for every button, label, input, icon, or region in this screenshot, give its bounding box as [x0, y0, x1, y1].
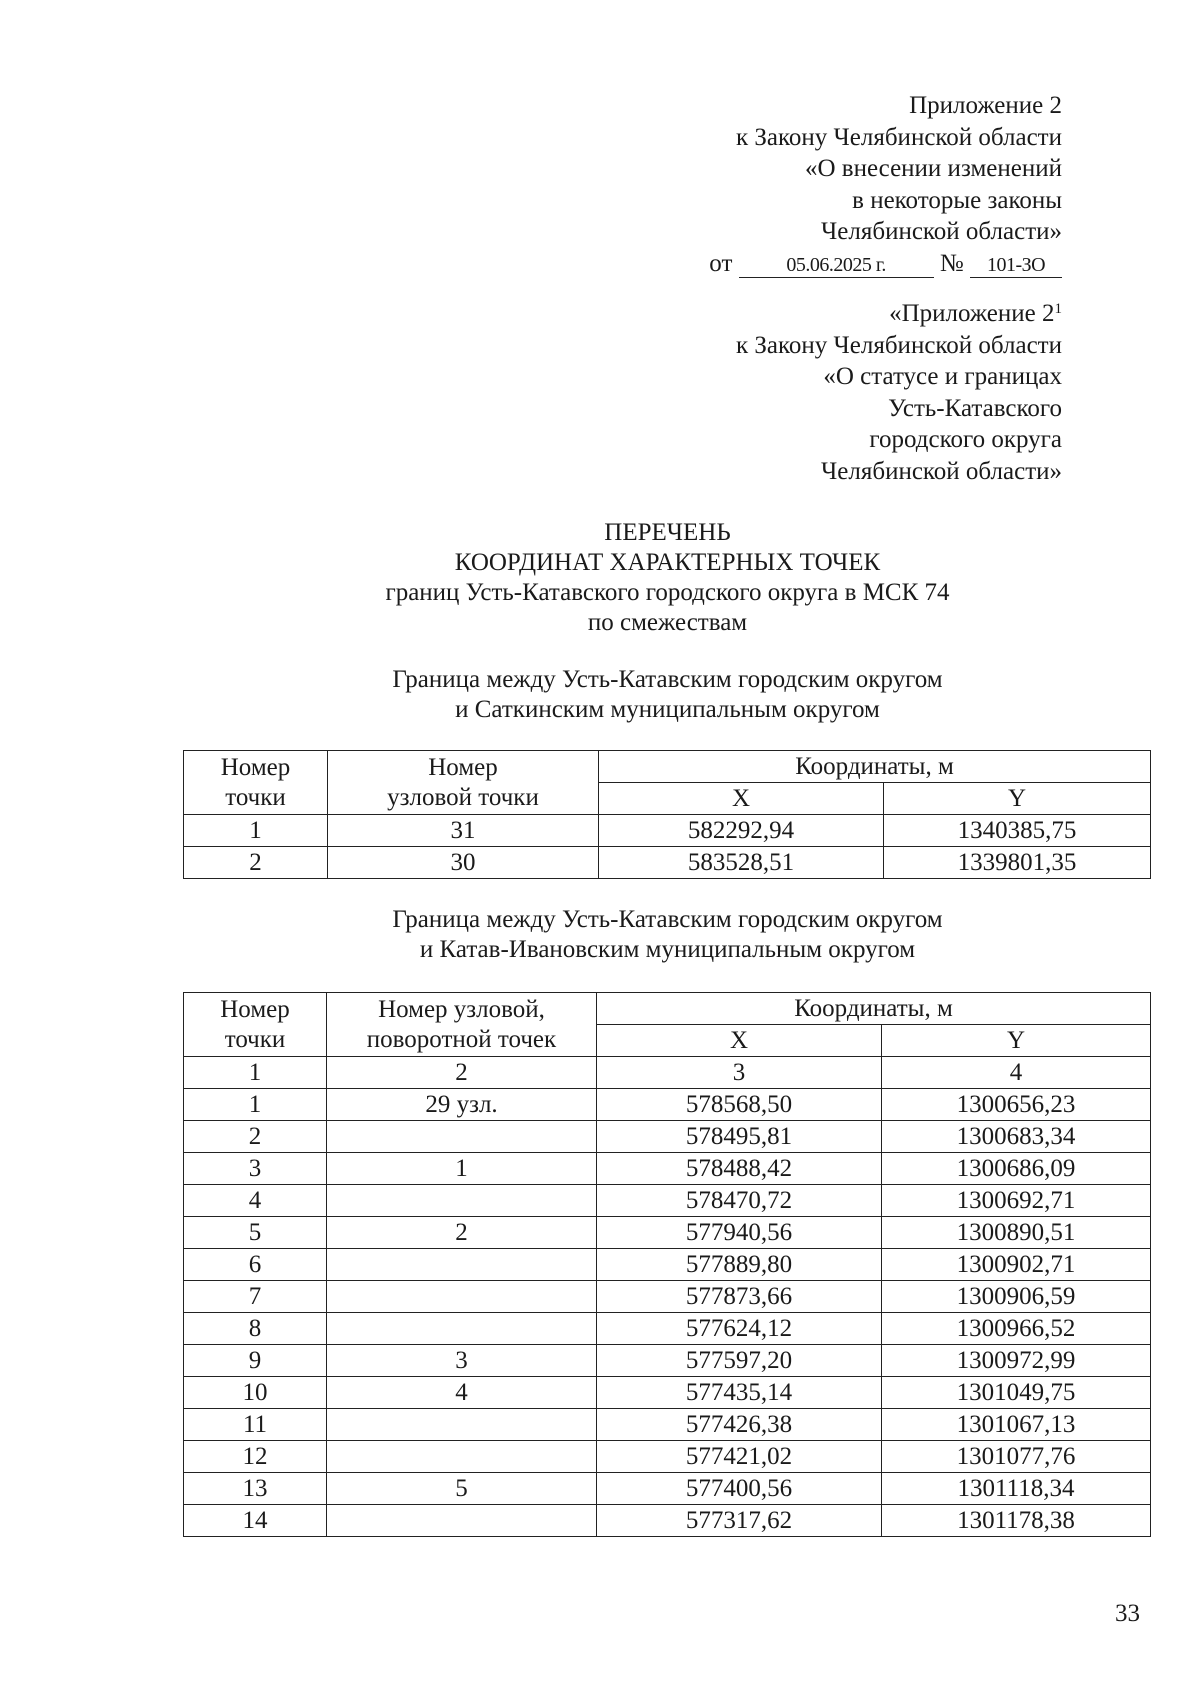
section1-heading-line1: Граница между Усть-Катавским городским округом: [392, 666, 943, 693]
section2-heading: [0, 905, 1200, 965]
header-coordinates: Координаты, м: [597, 993, 1151, 1025]
cell-node-number: 3: [327, 1345, 597, 1377]
document-title: [0, 518, 1200, 638]
cell-node-number: [327, 1441, 597, 1473]
table-row: [184, 815, 1151, 847]
column-number: 2: [327, 1057, 597, 1089]
cell-x: 577421,02: [597, 1441, 882, 1473]
cell-y: 1300906,59: [882, 1281, 1151, 1313]
cell-y: 1300966,52: [882, 1313, 1151, 1345]
table-row: [184, 1473, 1151, 1505]
table-row: [184, 1409, 1151, 1441]
table-row: [184, 847, 1151, 879]
cell-y: 1340385,75: [884, 815, 1151, 847]
cell-point-number: 1: [184, 1089, 327, 1121]
annex-original-line4: Усть-Катавского: [888, 394, 1062, 422]
table-row: [184, 1345, 1151, 1377]
cell-node-number: [327, 1313, 597, 1345]
cell-node-number: 5: [327, 1473, 597, 1505]
cell-point-number: 14: [184, 1505, 327, 1537]
cell-node-number: [327, 1505, 597, 1537]
table-row: [184, 1121, 1151, 1153]
header-x: X: [597, 1025, 882, 1057]
header-point-number: [184, 993, 327, 1057]
cell-node-number: [327, 1409, 597, 1441]
cell-point-number: 4: [184, 1185, 327, 1217]
table-row: [184, 1441, 1151, 1473]
annex-original-line2: к Закону Челябинской области: [736, 331, 1062, 359]
date-prefix: от: [709, 249, 733, 277]
annex-original-superscript: 1: [1054, 301, 1062, 317]
cell-node-number: 1: [327, 1153, 597, 1185]
table-row: [184, 1153, 1151, 1185]
cell-point-number: 10: [184, 1377, 327, 1409]
page-number: 33: [1115, 1600, 1140, 1627]
annex-amendment-block: [709, 90, 1062, 279]
annex-amendment-line3: «О внесении изменений: [804, 155, 1062, 182]
cell-point-number: 2: [184, 847, 328, 879]
cell-y: 1300656,23: [882, 1089, 1151, 1121]
title-line3: границ Усть-Катавского городского округа в МСК 74: [385, 579, 950, 606]
cell-y: 1301118,34: [882, 1473, 1151, 1505]
column-numbering-row: [184, 1057, 1151, 1089]
table-row: [184, 1377, 1151, 1409]
table-row: [184, 1089, 1151, 1121]
header-point-number: [184, 751, 328, 815]
table-row: [184, 1505, 1151, 1537]
section1-table-body: [184, 815, 1151, 879]
cell-point-number: 1: [184, 815, 328, 847]
cell-point-number: 9: [184, 1345, 327, 1377]
header-node-line2: поворотной точек: [366, 1025, 557, 1053]
section2-table-body: [184, 1089, 1151, 1537]
section2-heading-line2: и Катав-Ивановским муниципальным округом: [419, 936, 916, 963]
cell-y: 1300902,71: [882, 1249, 1151, 1281]
annex-original-line1: [736, 298, 1062, 330]
header-node-number: [328, 751, 599, 815]
cell-node-number: 31: [328, 815, 599, 847]
title-line2: КООРДИНАТ ХАРАКТЕРНЫХ ТОЧЕК: [454, 549, 881, 576]
cell-node-number: 4: [327, 1377, 597, 1409]
header-y: Y: [884, 783, 1151, 815]
column-number: 3: [597, 1057, 882, 1089]
cell-node-number: [327, 1249, 597, 1281]
section1-heading: [0, 665, 1200, 725]
law-date: 05.06.2025 г.: [739, 253, 934, 278]
cell-point-number: 3: [184, 1153, 327, 1185]
table-row: [184, 1281, 1151, 1313]
cell-x: 578568,50: [597, 1089, 882, 1121]
cell-x: 578495,81: [597, 1121, 882, 1153]
annex-original-title: «Приложение 2: [889, 300, 1055, 327]
header-y: Y: [882, 1025, 1151, 1057]
header-node-line1: Номер узловой,: [378, 995, 545, 1023]
header-point-line1: Номер: [220, 995, 290, 1023]
cell-point-number: 2: [184, 1121, 327, 1153]
annex-original-block: [736, 298, 1062, 487]
cell-y: 1300686,09: [882, 1153, 1151, 1185]
cell-x: 583528,51: [599, 847, 884, 879]
cell-x: 577597,20: [597, 1345, 882, 1377]
cell-point-number: 11: [184, 1409, 327, 1441]
table-row: [184, 1185, 1151, 1217]
law-date-number-row: [709, 248, 1062, 280]
cell-point-number: 6: [184, 1249, 327, 1281]
section2-heading-line1: Граница между Усть-Катавским городским округом: [392, 906, 943, 933]
annex-amendment-line1: Приложение 2: [909, 92, 1062, 119]
annex-original-line5: городского округа: [869, 426, 1062, 453]
cell-point-number: 7: [184, 1281, 327, 1313]
cell-x: 577400,56: [597, 1473, 882, 1505]
law-number: 101-ЗО: [970, 253, 1062, 278]
cell-y: 1300972,99: [882, 1345, 1151, 1377]
cell-node-number: 2: [327, 1217, 597, 1249]
cell-point-number: 13: [184, 1473, 327, 1505]
cell-x: 578488,42: [597, 1153, 882, 1185]
cell-node-number: [327, 1281, 597, 1313]
cell-y: 1301067,13: [882, 1409, 1151, 1441]
cell-x: 577873,66: [597, 1281, 882, 1313]
cell-y: 1300890,51: [882, 1217, 1151, 1249]
header-point-line1: Номер: [220, 753, 291, 781]
cell-node-number: [327, 1121, 597, 1153]
annex-amendment-line4: в некоторые законы: [852, 186, 1062, 214]
annex-original-line3: «О статусе и границах: [823, 363, 1062, 390]
section2-coordinates-table: [183, 992, 1151, 1537]
header-x: X: [599, 783, 884, 815]
number-prefix: №: [939, 249, 964, 277]
title-line1: ПЕРЕЧЕНЬ: [604, 519, 731, 546]
header-node-line1: Номер: [428, 753, 498, 781]
cell-point-number: 12: [184, 1441, 327, 1473]
cell-y: 1339801,35: [884, 847, 1151, 879]
header-node-line2: узловой точки: [387, 783, 539, 811]
header-point-line2: точки: [225, 783, 286, 811]
annex-amendment-line2: к Закону Челябинской области: [736, 123, 1062, 151]
table-row: [184, 1217, 1151, 1249]
cell-x: 577435,14: [597, 1377, 882, 1409]
section1-heading-line2: и Саткинским муниципальным округом: [455, 696, 880, 723]
title-line4: по смежествам: [587, 609, 748, 636]
cell-node-number: [327, 1185, 597, 1217]
cell-y: 1301077,76: [882, 1441, 1151, 1473]
section1-coordinates-table: [183, 750, 1151, 879]
cell-y: 1301049,75: [882, 1377, 1151, 1409]
cell-y: 1300683,34: [882, 1121, 1151, 1153]
header-coordinates: Координаты, м: [599, 751, 1151, 783]
table-row: [184, 1249, 1151, 1281]
cell-node-number: 30: [328, 847, 599, 879]
cell-x: 578470,72: [597, 1185, 882, 1217]
column-number: 1: [184, 1057, 327, 1089]
header-point-line2: точки: [224, 1025, 286, 1053]
cell-x: 577624,12: [597, 1313, 882, 1345]
annex-amendment-line5: Челябинской области»: [821, 218, 1062, 245]
cell-x: 577889,80: [597, 1249, 882, 1281]
cell-node-number: 29 узл.: [327, 1089, 597, 1121]
cell-x: 577426,38: [597, 1409, 882, 1441]
column-number: 4: [882, 1057, 1151, 1089]
cell-x: 577317,62: [597, 1505, 882, 1537]
cell-y: 1301178,38: [882, 1505, 1151, 1537]
cell-point-number: 5: [184, 1217, 327, 1249]
header-node-number: [327, 993, 597, 1057]
cell-x: 582292,94: [599, 815, 884, 847]
annex-original-line6: Челябинской области»: [821, 457, 1062, 485]
cell-y: 1300692,71: [882, 1185, 1151, 1217]
cell-x: 577940,56: [597, 1217, 882, 1249]
table-row: [184, 1313, 1151, 1345]
cell-point-number: 8: [184, 1313, 327, 1345]
